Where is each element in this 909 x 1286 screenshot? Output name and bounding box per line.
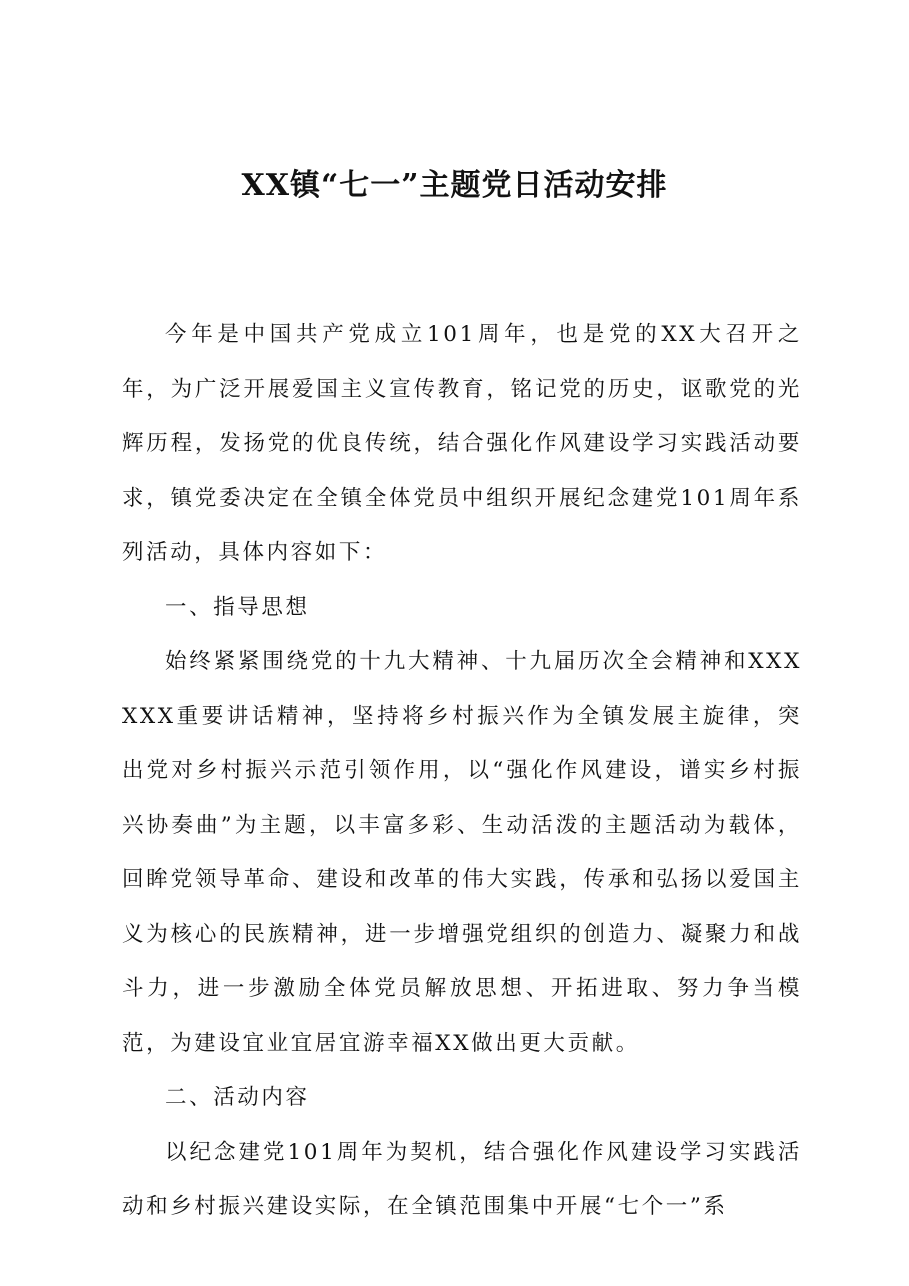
- intro-paragraph: 今年是中国共产党成立101周年，也是党的XX大召开之年，为广泛开展爱国主义宣传教育，铭记党的历史，讴歌党的光辉历程，发扬党的优良传统，结合强化作风建设学习实践活动要求，镇党委决定在全镇全体党员中组织开展纪念建党101周年系列活动，具体内容如下：: [122, 322, 802, 565]
- guiding-thought-paragraph: 始终紧紧围绕党的十九大精神、十九届历次全会精神和XXXXXX重要讲话精神，坚持将乡村振兴作为全镇发展主旋律，突出党对乡村振兴示范引领作用，以“强化作风建设，谱实乡村振兴协奏曲”为主题，以丰富多彩、生动活泼的主题活动为载体，回眸党领导革命、建设和改革的伟大实践，传承和弘扬以爱国主义为核心的民族精神，进一步增强党组织的创造力、凝聚力和战斗力，进一步激励全体党员解放思想、开拓进取、努力争当模范，为建设宜业宜居宜游幸福XX做出更大贡献。: [122, 649, 802, 1056]
- section-heading-guiding-thought: 一、指导思想: [165, 594, 310, 620]
- activity-content-paragraph: 以纪念建党101周年为契机，结合强化作风建设学习实践活动和乡村振兴建设实际，在全镇范围集中开展“七个一”系: [122, 1139, 802, 1219]
- document-title: XX镇“七一”主题党日活动安排: [241, 168, 668, 203]
- section-heading-activity-content: 二、活动内容: [165, 1085, 310, 1110]
- document-body: [122, 308, 802, 1235]
